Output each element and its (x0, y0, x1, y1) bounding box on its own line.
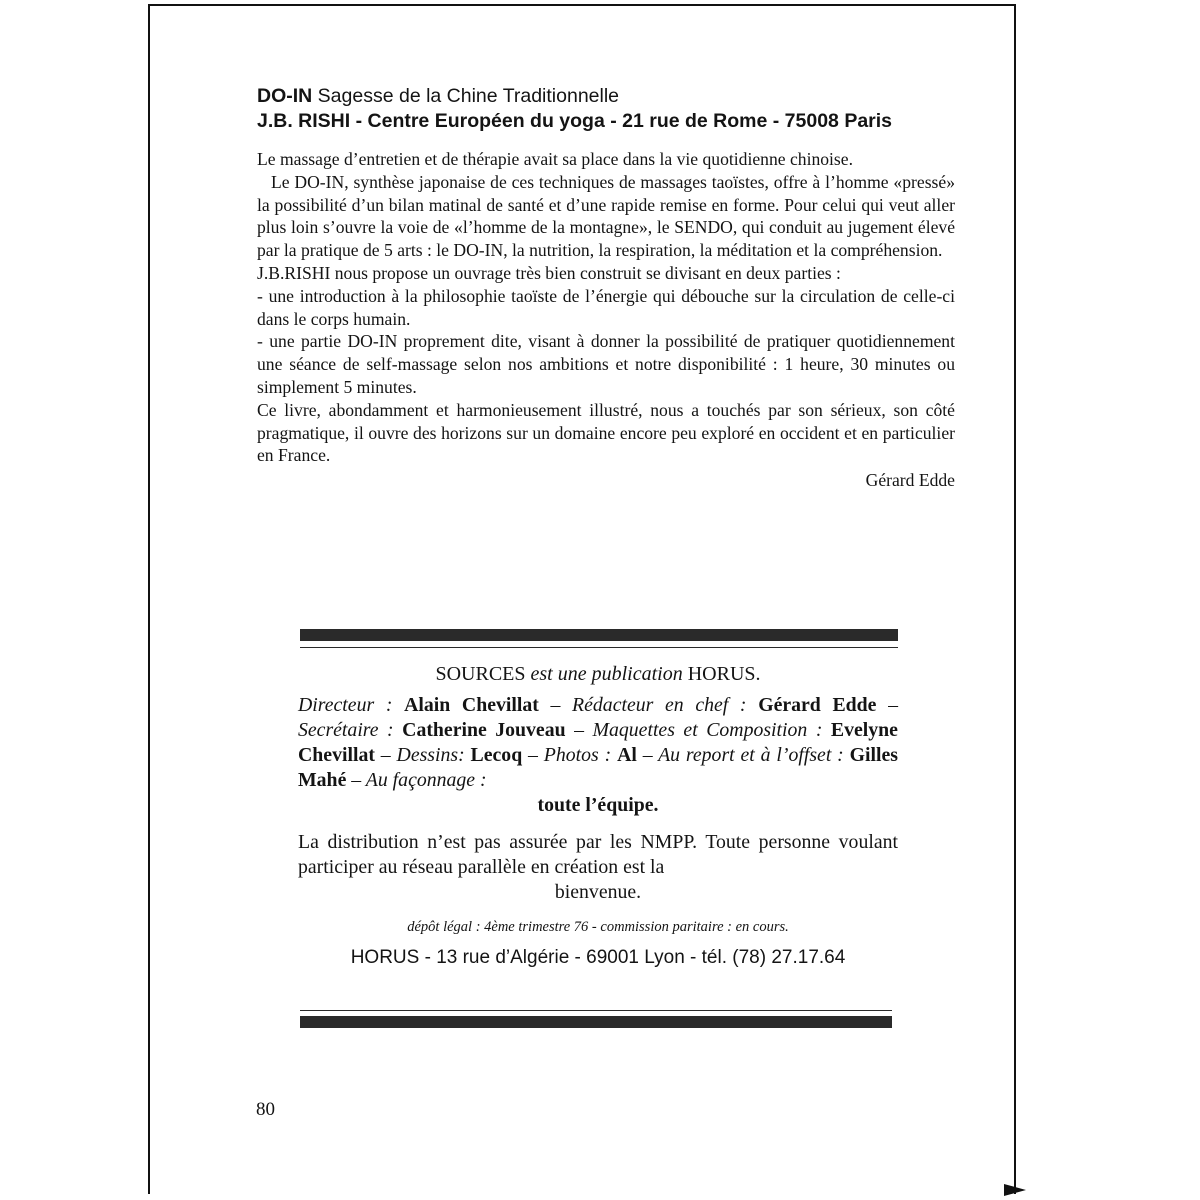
colophon-title-horus: HORUS. (687, 663, 761, 685)
review-paragraph: Le massage d’entretien et de thérapie avait sa place dans la vie quotidienne chinoise. (257, 149, 853, 169)
review-paragraph: - une introduction à la philosophie taoïste de l’énergie qui débouche sur la circulation de celle-ci dans le corps humain. (257, 285, 955, 329)
credit-name: Evelyne Chevillat (298, 719, 898, 766)
credit-role: – Dessins: (374, 744, 471, 766)
review-title-rest: Sagesse de la Chine Traditionnelle (312, 85, 620, 107)
credit-name: Gérard Edde (758, 694, 877, 716)
colophon-team: toute l’équipe. (537, 794, 659, 816)
credit-role: – Au report et à l’offset : (636, 744, 850, 766)
book-review (257, 84, 955, 492)
bottom-thick-rule (300, 1016, 892, 1028)
colophon-legal-deposit: dépôt légal : 4ème trimestre 76 - commission paritaire : en cours. (407, 919, 789, 935)
corner-mark (1004, 1184, 1026, 1196)
colophon-title (298, 662, 898, 687)
colophon-title-middle: est une publication (525, 663, 688, 685)
credit-role: – Au façonnage : (346, 769, 487, 791)
credit-role: Directeur : (298, 694, 405, 716)
credit-name: Alain Chevillat (404, 694, 539, 716)
review-author: Gérard Edde (865, 470, 955, 491)
review-paragraph: - une partie DO-IN proprement dite, visant à donner la possibilité de pratiquer quotidiennement une séance de self-massage selon nos ambitions et notre disponibilité : 1 heure, 30 minutes ou simplement 5 minutes. (257, 331, 955, 397)
colophon-distribution-end: bienvenue. (554, 881, 642, 903)
review-paragraph: Le DO-IN, synthèse japonaise de ces techniques de massages taoïstes, offre à l’homme «pressé» la possibilité d’un bilan matinal de santé et d’une rapide remise en forme. Pour celui qui veut aller plus loin s’ouvre la voie de «l’homme de la montagne», le SENDO, qui conduit au jugement élevé par la pratique de 5 arts : le DO-IN, la nutrition, la respiration, la méditation et la compréhension. (257, 171, 955, 261)
credit-name: Lecoq (470, 744, 523, 766)
top-thick-rule (300, 629, 898, 641)
colophon (298, 662, 898, 970)
bottom-thin-rule (300, 1010, 892, 1011)
page-number: 80 (256, 1099, 275, 1120)
credit-role: – Rédacteur en chef : (538, 694, 759, 716)
colophon-title-sources: SOURCES (435, 663, 526, 685)
colophon-credits (298, 693, 898, 793)
credit-role: – Secrétaire : (298, 694, 899, 741)
review-paragraph: J.B.RISHI nous propose un ouvrage très bien construit se divisant en deux parties : (257, 262, 841, 283)
credit-role: – Photos : (522, 744, 618, 766)
credit-role: – Maquettes et Composition : (565, 719, 831, 741)
credit-name: Al (617, 744, 637, 766)
review-body (257, 148, 955, 467)
credit-name: Catherine Jouveau (402, 719, 566, 741)
review-title-book: DO-IN (257, 85, 313, 107)
credit-name: Gilles Mahé (298, 744, 898, 791)
top-thin-rule (300, 647, 898, 648)
colophon-address: HORUS - 13 rue d’Algérie - 69001 Lyon - tél. (78) 27.17.64 (350, 947, 846, 968)
review-title (257, 84, 955, 109)
review-paragraph: Ce livre, abondamment et harmonieusement illustré, nous a touchés par son sérieux, son côté pragmatique, il ouvre des horizons sur un domaine encore peu exploré en occident et en particulier en France. (257, 399, 955, 466)
review-subtitle: J.B. RISHI - Centre Européen du yoga - 21 rue de Rome - 75008 Paris (257, 110, 893, 132)
colophon-distribution: La distribution n’est pas assurée par les NMPP. Toute personne voulant participer au réseau parallèle en création est la (298, 831, 898, 878)
